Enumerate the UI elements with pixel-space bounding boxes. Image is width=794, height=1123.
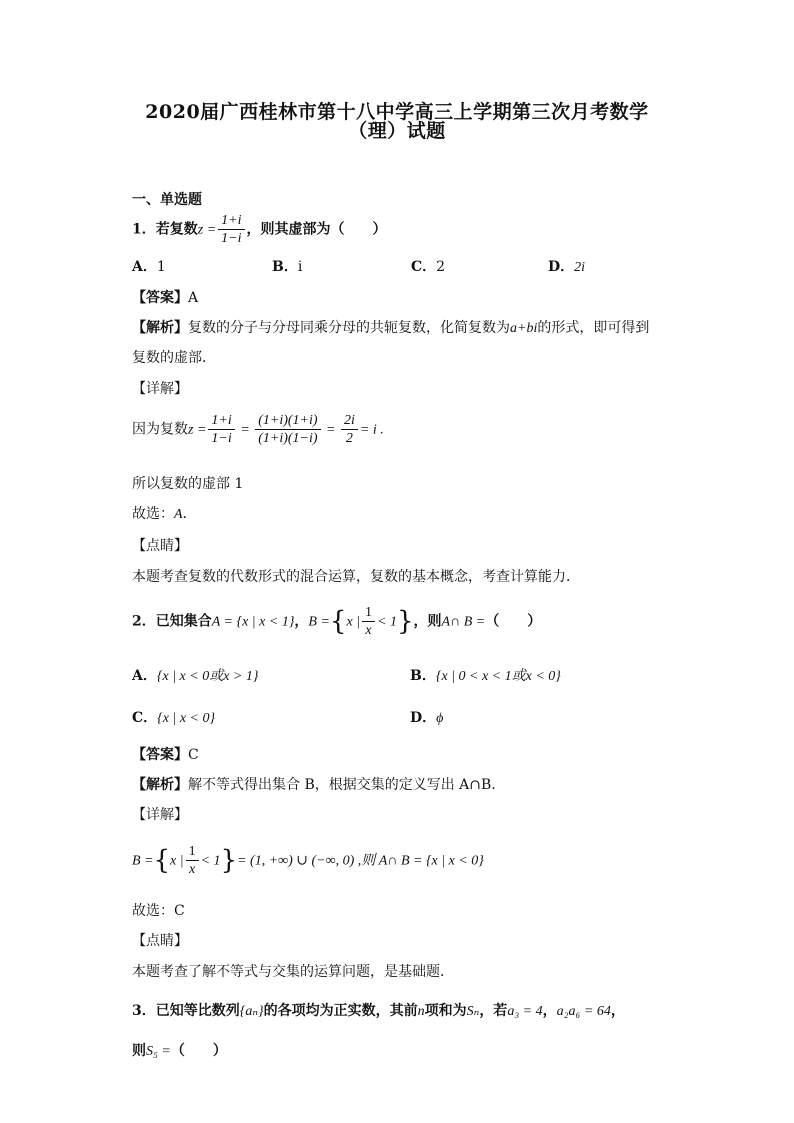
q2-stem-pre: 2．已知集合 [132, 613, 212, 630]
q2-detail-line2: 故选：C [132, 903, 185, 919]
q2-set-b-in-pre: x | [346, 614, 361, 630]
q2-sep: ， [294, 613, 309, 630]
q1-option-c-key: C． [411, 259, 437, 275]
q3-a3: a₃ = 4 [507, 1004, 543, 1019]
q1-detail-frac3-num: 2i [341, 412, 358, 430]
q2-set-b-pre: B = [308, 614, 330, 630]
q1-detail-line3-pre: 故选： [132, 506, 174, 522]
q1-detail-frac2 [255, 412, 320, 447]
q1-option-c [411, 256, 445, 276]
q3-stem-e: ， [542, 1003, 557, 1019]
q1-option-b-key: B． [272, 259, 298, 275]
q2-detail-pre: B = [132, 853, 154, 869]
q2-option-a-key: A． [132, 668, 157, 684]
q2-stem: 2．已知集合A = {x | x < 1}，B ={x | $\frac{1}{x}$ < 1}，则A∩ B =（ ） [132, 605, 542, 638]
q2-answer-value: C [188, 747, 199, 763]
q1-detail-label: 【详解】 [132, 381, 188, 397]
q1-detail-frac2-den: (1+i)(1−i) [258, 431, 318, 446]
q3-line2-post: （ ） [170, 1043, 227, 1059]
q1-detail-frac3-den: 2 [345, 431, 353, 446]
q3-s5: S₅ = [146, 1044, 171, 1059]
q1-stem [132, 212, 387, 247]
q1-stem-post: ，则其虚部为（ ） [246, 221, 387, 238]
q2-detail-in-post: < 1 [200, 853, 221, 869]
q3-stem-b: 的各项均为正实数，其前 [263, 1003, 418, 1019]
q2-comment-label: 【点睛】 [132, 933, 188, 949]
q3-sn: Sₙ [466, 1004, 480, 1019]
q1-detail-line3-end: ． [182, 506, 197, 522]
q1-analysis-line2: 复数的虚部． [132, 350, 216, 366]
q2-option-c-val: {x | x < 0} [157, 711, 216, 726]
q2-analysis-text: 解不等式得出集合 B，根据交集的定义写出 A∩B． [188, 777, 506, 793]
q3-a2a6: a₂a₆ = 64 [556, 1004, 611, 1019]
doc-title-line2 [0, 116, 794, 143]
q2-set-b-den: x [365, 623, 372, 638]
q1-detail-z: z = [188, 422, 207, 438]
q3-seq: {aₙ} [239, 1004, 264, 1019]
section-heading: 一、单选题 [132, 192, 202, 208]
q2-answer [132, 744, 199, 764]
q1-analysis [132, 317, 649, 337]
q2-detail-equation: B ={x | $\frac{1}{x}$ < 1}= (1, +∞) ∪ (−∞, 0) ,则 A∩ B = {x | x < 0} [132, 844, 484, 877]
q2-detail-den: x [189, 862, 196, 877]
q1-option-b-val: i [297, 259, 303, 275]
q3-stem-line2 [132, 1040, 227, 1060]
q1-answer-value: A [188, 290, 199, 306]
q2-stem-post: ，则 [413, 613, 442, 630]
q2-detail-in-pre: x | [170, 853, 184, 869]
q3-line2-pre: 则 [132, 1043, 146, 1059]
q1-answer [132, 287, 198, 307]
q2-option-a [132, 665, 258, 685]
q1-option-a-key: A． [132, 259, 157, 275]
q2-analysis [132, 774, 505, 794]
q2-analysis-label: 【解析】 [132, 777, 188, 793]
q2-detail-num: 1 [186, 843, 199, 861]
q1-option-d-val: 2i [574, 260, 586, 275]
q3-stem-f: ， [610, 1003, 625, 1019]
q3-stem-a: 3．已知等比数列 [132, 1003, 240, 1019]
q2-option-a-val: {x | x < 0或x > 1} [156, 669, 259, 684]
q1-option-a [132, 256, 166, 276]
q1-comment: 本题考查复数的代数形式的混合运算，复数的基本概念，考查计算能力． [132, 569, 580, 585]
q1-detail-end: = i . [359, 422, 384, 438]
q2-detail-frac [186, 843, 199, 878]
q1-option-b [272, 256, 302, 276]
q3-stem-d: ，若 [479, 1003, 508, 1019]
q1-option-c-val: 2 [436, 259, 446, 275]
q1-stem-pre: 1．若复数 [132, 221, 198, 238]
q2-stem-end: （ ） [485, 613, 542, 630]
q2-set-b-frac [362, 604, 375, 639]
q2-option-b-key: B． [410, 668, 436, 684]
q2-option-c-key: C． [132, 710, 158, 726]
q3-n: n [417, 1004, 425, 1019]
q1-analysis-abi: a+bi [510, 321, 538, 336]
q2-option-d-key: D． [410, 710, 437, 726]
q1-option-d-key: D． [548, 259, 575, 275]
q1-detail-equation: 因为复数z = $\frac{1+i}{1-i}$ = $\frac{(1+i)(1+i)}{(1+i)(1-i)}$ = $\frac{2i}{2}$ = i . [132, 413, 384, 446]
q1-option-a-val: 1 [156, 259, 166, 275]
q1-detail-line3-ans: A [174, 507, 183, 522]
q1-detail-frac2-num: (1+i)(1+i) [255, 412, 320, 430]
q1-analysis-label: 【解析】 [132, 320, 188, 336]
q2-option-c [132, 707, 215, 727]
q1-frac-num: 1+i [218, 212, 244, 230]
q1-detail-frac3 [341, 412, 358, 447]
q2-answer-label: 【答案】 [132, 747, 188, 763]
q1-detail-pre: 因为复数 [132, 421, 188, 438]
doc-title-line2-text: （理）试题 [348, 120, 446, 142]
q2-comment: 本题考查了解不等式与交集的运算问题，是基础题． [132, 964, 454, 980]
q2-set-b-in-post: < 1 [377, 614, 397, 630]
q2-set-a: A = {x | x < 1} [211, 614, 295, 630]
q1-comment-label: 【点睛】 [132, 538, 188, 554]
q2-option-b [410, 665, 561, 685]
q2-detail-rest: = (1, +∞) ∪ (−∞, 0) ,则 A∩ B = {x | x < 0} [237, 853, 484, 869]
q2-set-b-num: 1 [362, 604, 375, 622]
q1-detail-line2: 所以复数的虚部 1 [132, 476, 244, 492]
q2-option-d-val: ϕ [436, 711, 444, 726]
q1-answer-label: 【答案】 [132, 290, 188, 306]
doc-title-line1: 2020届广西桂林市第十八中学高三上学期第三次月考数学 [145, 101, 649, 123]
q1-detail-frac1-num: 1+i [208, 412, 234, 430]
q1-option-d [548, 256, 585, 276]
q1-analysis-text1: 复数的分子与分母同乘分母的共轭复数，化简复数为 [188, 320, 510, 336]
q2-detail-label: 【详解】 [132, 807, 188, 823]
q1-detail-line3 [132, 503, 197, 523]
q1-detail-frac1-den: 1−i [211, 431, 232, 446]
q3-stem-c: 项和为 [424, 1003, 467, 1019]
q2-option-b-val: {x | 0 < x < 1或x < 0} [435, 669, 561, 684]
q2-option-d [410, 707, 443, 727]
q3-stem [132, 1000, 625, 1020]
q1-frac-den: 1−i [221, 231, 242, 246]
q1-detail-frac1 [208, 412, 234, 447]
q1-z-eq: z = [197, 222, 217, 238]
q1-fraction [218, 212, 244, 247]
q2-stem-ab: A∩ B = [441, 614, 486, 630]
q1-analysis-text2: 的形式，即可得到 [537, 320, 650, 336]
